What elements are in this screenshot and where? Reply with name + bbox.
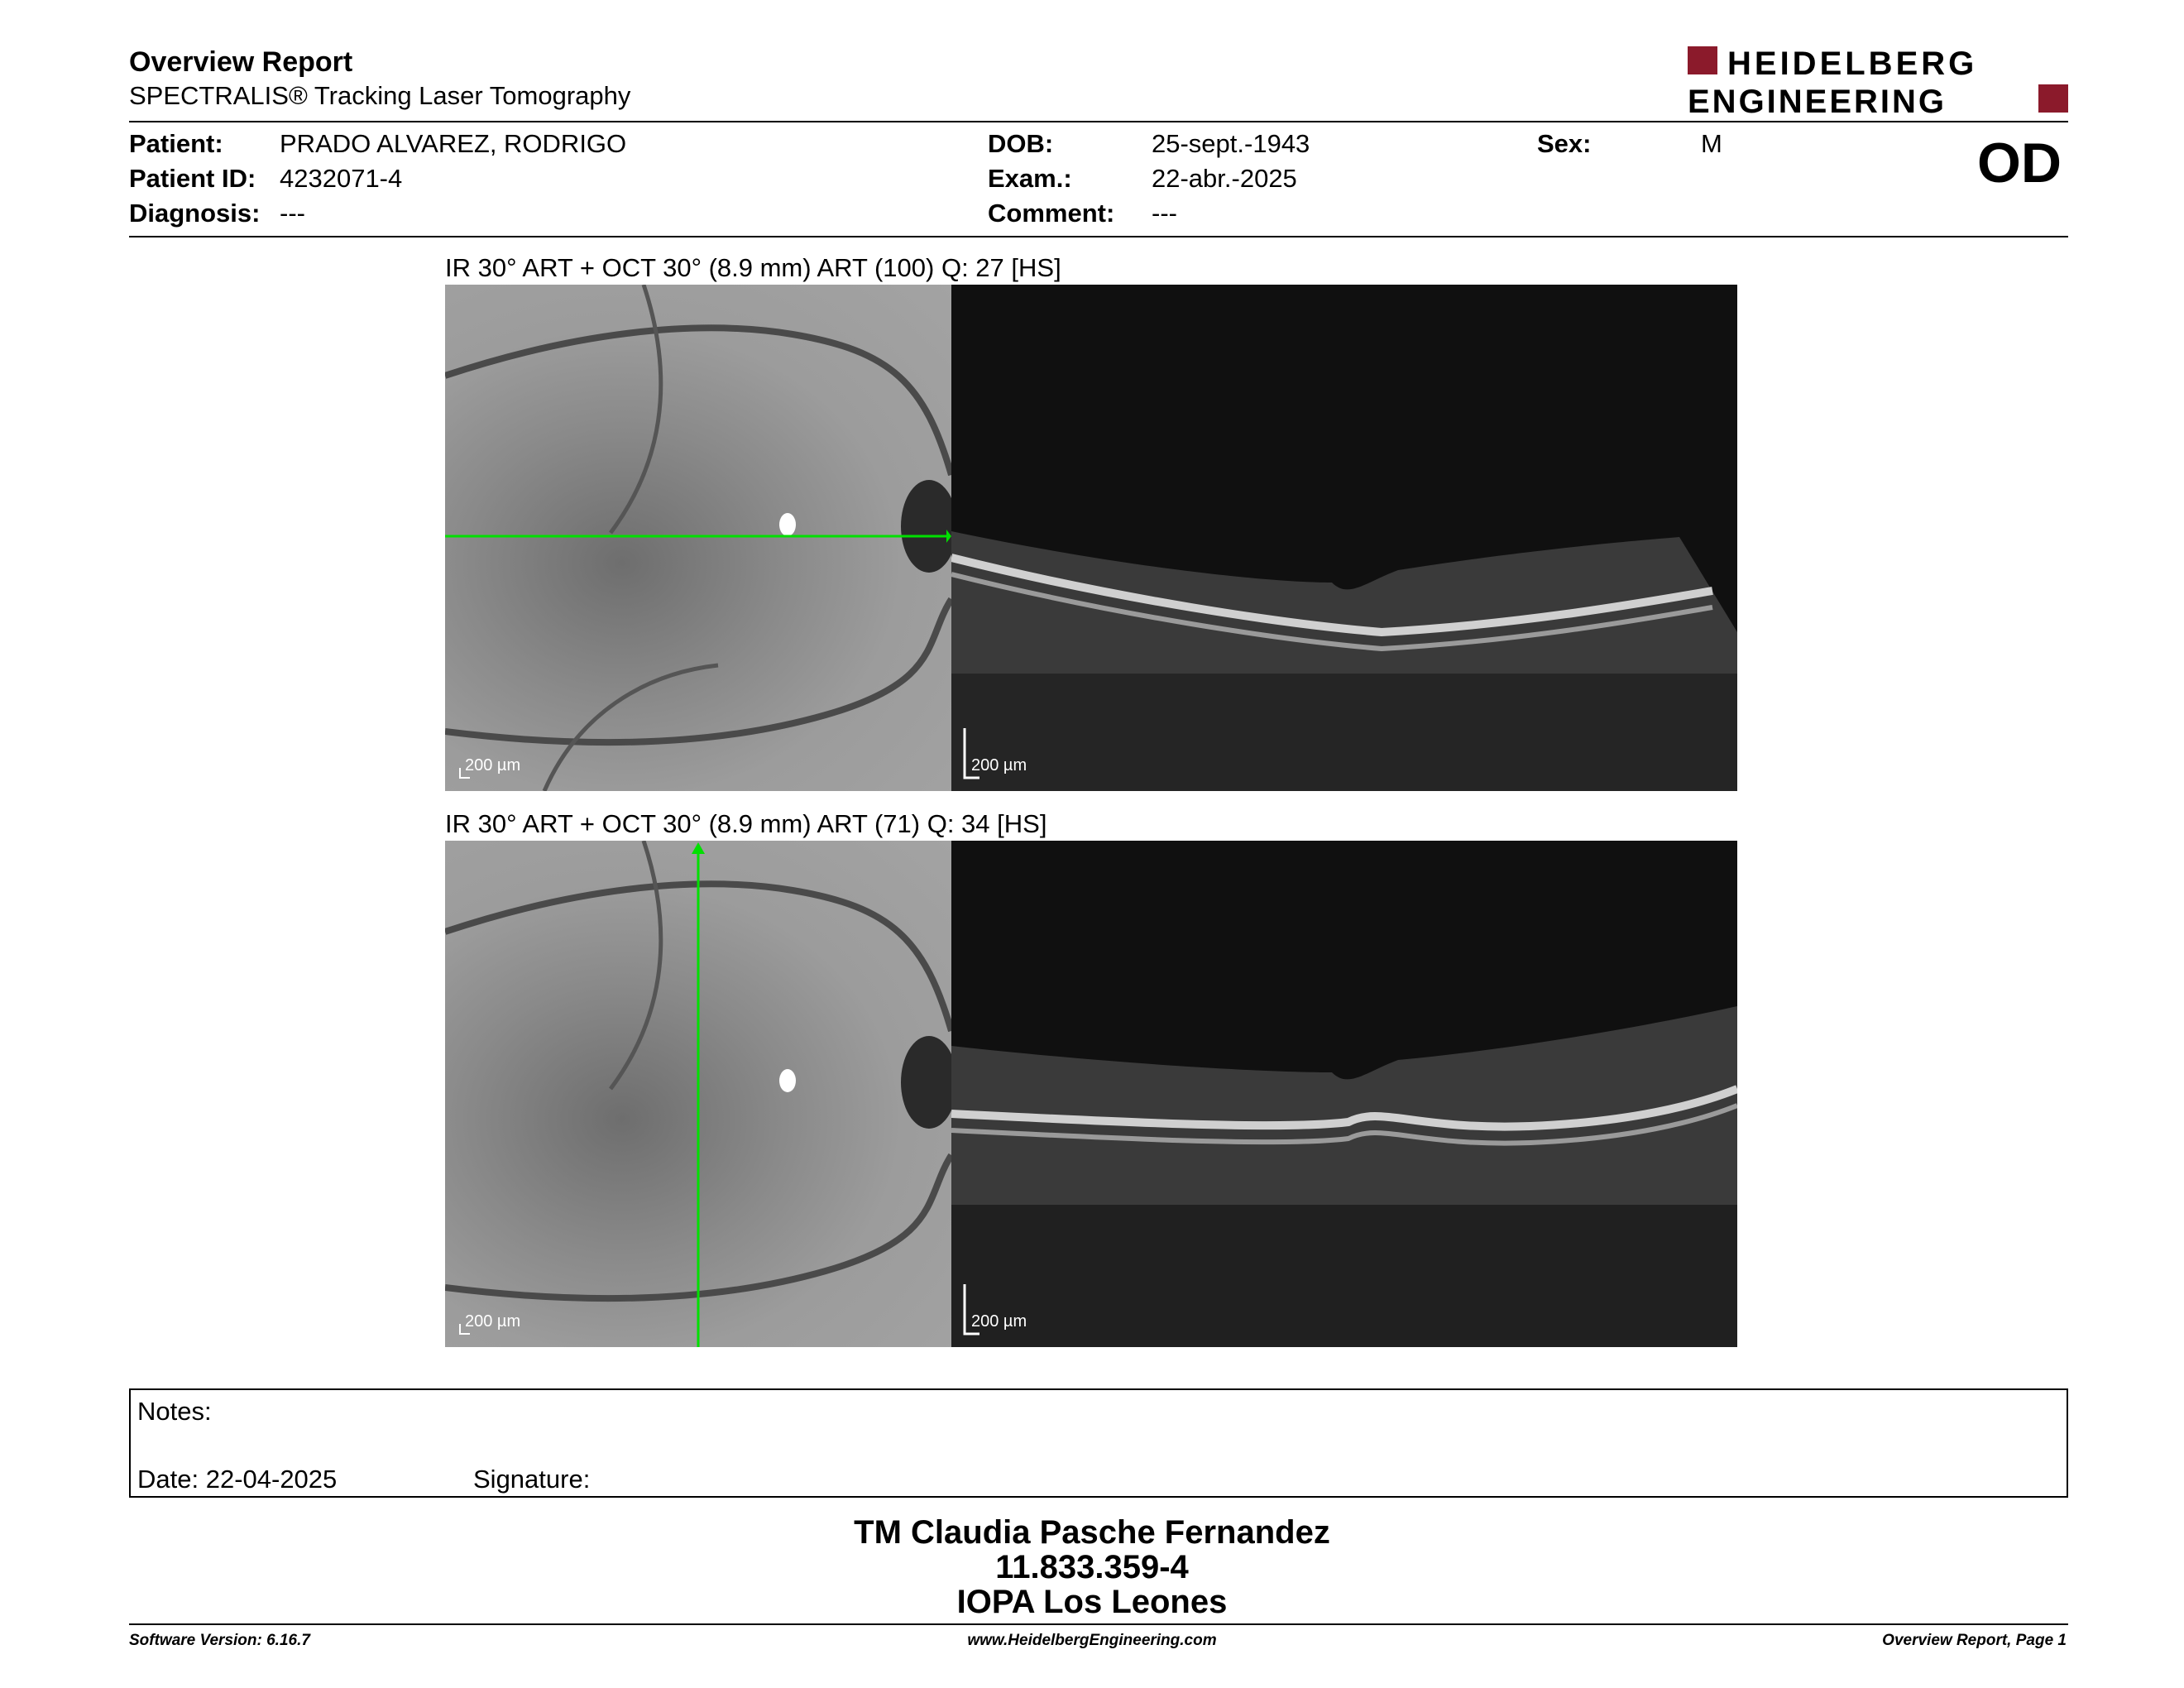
report-subtitle: SPECTRALIS® Tracking Laser Tomography	[129, 81, 631, 110]
software-version: Software Version: 6.16.7	[129, 1632, 310, 1649]
fundus-image	[445, 841, 951, 1347]
fundus-image	[445, 285, 951, 791]
logo-square-bottom	[2038, 84, 2068, 113]
notes-label: Notes:	[137, 1397, 212, 1426]
exam-value: 22-abr.-2025	[1152, 164, 1297, 193]
fundus-scale-label: 200 µm	[465, 756, 521, 774]
eye-indicator: OD	[1977, 132, 2062, 194]
oct-image	[951, 285, 1737, 791]
diagnosis-value: ---	[280, 199, 305, 228]
logo-line1: HEIDELBERG	[1727, 46, 1978, 82]
oct-scale-label: 200 µm	[971, 756, 1027, 774]
sex-label: Sex:	[1537, 129, 1592, 158]
patient-name: PRADO ALVAREZ, RODRIGO	[280, 129, 627, 158]
heidelberg-logo	[1688, 45, 2068, 117]
page-number: Overview Report, Page 1	[1882, 1632, 2067, 1649]
footer-rule	[129, 1623, 2068, 1625]
oct-bscan	[951, 285, 1737, 791]
oct-image	[951, 841, 1737, 1347]
fundus-vessels	[445, 841, 951, 1347]
dob-label: DOB:	[988, 129, 1054, 158]
notes-box[interactable]	[129, 1388, 2068, 1498]
comment-label: Comment:	[988, 199, 1115, 228]
signer-institution: IOPA Los Leones	[956, 1584, 1228, 1620]
exam-label: Exam.:	[988, 164, 1072, 193]
logo-line2: ENGINEERING	[1688, 84, 1947, 117]
oct-bscan	[951, 841, 1737, 1347]
signer-name: TM Claudia Pasche Fernandez	[854, 1514, 1330, 1551]
patient-id: 4232071-4	[280, 164, 403, 193]
website-link[interactable]: www.HeidelbergEngineering.com	[967, 1632, 1217, 1649]
sex-value: M	[1701, 129, 1722, 158]
report-title: Overview Report	[129, 46, 353, 78]
patient-id-label: Patient ID:	[129, 164, 256, 193]
logo-square-top	[1688, 46, 1717, 74]
dob-value: 25-sept.-1943	[1152, 129, 1310, 158]
scan-caption: IR 30° ART + OCT 30° (8.9 mm) ART (71) Q: 34 [HS]	[445, 809, 1047, 838]
comment-value: ---	[1152, 199, 1177, 228]
oct-scale-label: 200 µm	[971, 1312, 1027, 1331]
diagnosis-label: Diagnosis:	[129, 199, 261, 228]
fundus-vessels	[445, 285, 951, 791]
patient-rule	[129, 236, 2068, 237]
signature-label: Signature:	[473, 1465, 591, 1494]
date-label: Date: 22-04-2025	[137, 1465, 338, 1494]
signer-id: 11.833.359-4	[995, 1549, 1189, 1585]
scan-caption: IR 30° ART + OCT 30° (8.9 mm) ART (100) Q: 27 [HS]	[445, 253, 1061, 282]
patient-label: Patient:	[129, 129, 223, 158]
header-rule	[129, 121, 2068, 122]
fundus-scale-label: 200 µm	[465, 1312, 521, 1331]
